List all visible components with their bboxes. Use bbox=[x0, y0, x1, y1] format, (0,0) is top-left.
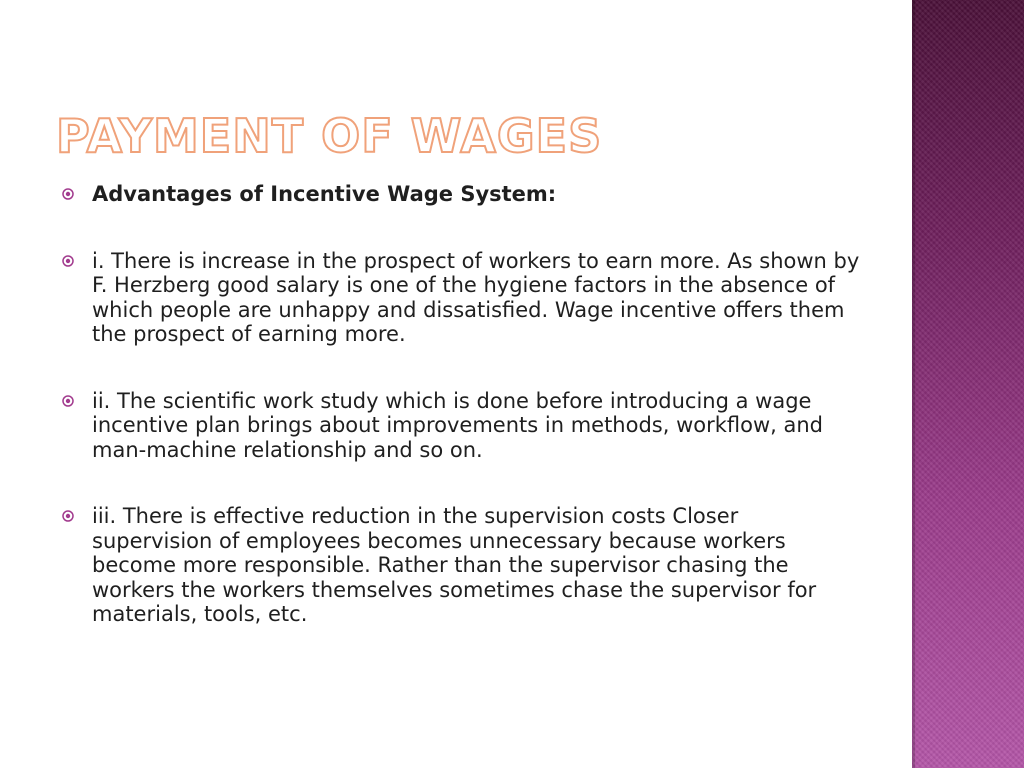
bullet-text: iii. There is effective reduction in the supervision costs Closer supervision of employees becomes unnecessary because workers become more responsible. Rather than the supervisor chasing the workers the workers themselves sometimes chase the supervisor for materials, tools, etc. bbox=[92, 504, 817, 626]
decorative-side-band bbox=[912, 0, 1024, 768]
bullet-text: ii. The scientific work study which is done before introducing a wage incentive plan brings about improvements in methods, workflow, and man-machine relationship and so on. bbox=[92, 388, 824, 462]
bullet-item bbox=[60, 504, 860, 627]
bullet-text: Advantages of Incentive Wage System: bbox=[92, 182, 557, 206]
bullet-item bbox=[60, 389, 860, 463]
slide-title: PAYMENT OF WAGES bbox=[56, 109, 603, 163]
bullet-list bbox=[60, 182, 860, 627]
circle-bullet-icon bbox=[62, 395, 74, 407]
bullet-text: i. There is increase in the prospect of workers to earn more. As shown by F. Herzberg good salary is one of the hygiene factors in the absence of which people are unhappy and dissatisfied. Wage incentive offers them the prospect of earning more. bbox=[92, 248, 860, 346]
circle-bullet-icon bbox=[62, 188, 74, 200]
bullet-item bbox=[60, 249, 860, 347]
bullet-item-heading bbox=[60, 182, 860, 207]
circle-bullet-icon bbox=[62, 255, 74, 267]
circle-bullet-icon bbox=[62, 510, 74, 522]
